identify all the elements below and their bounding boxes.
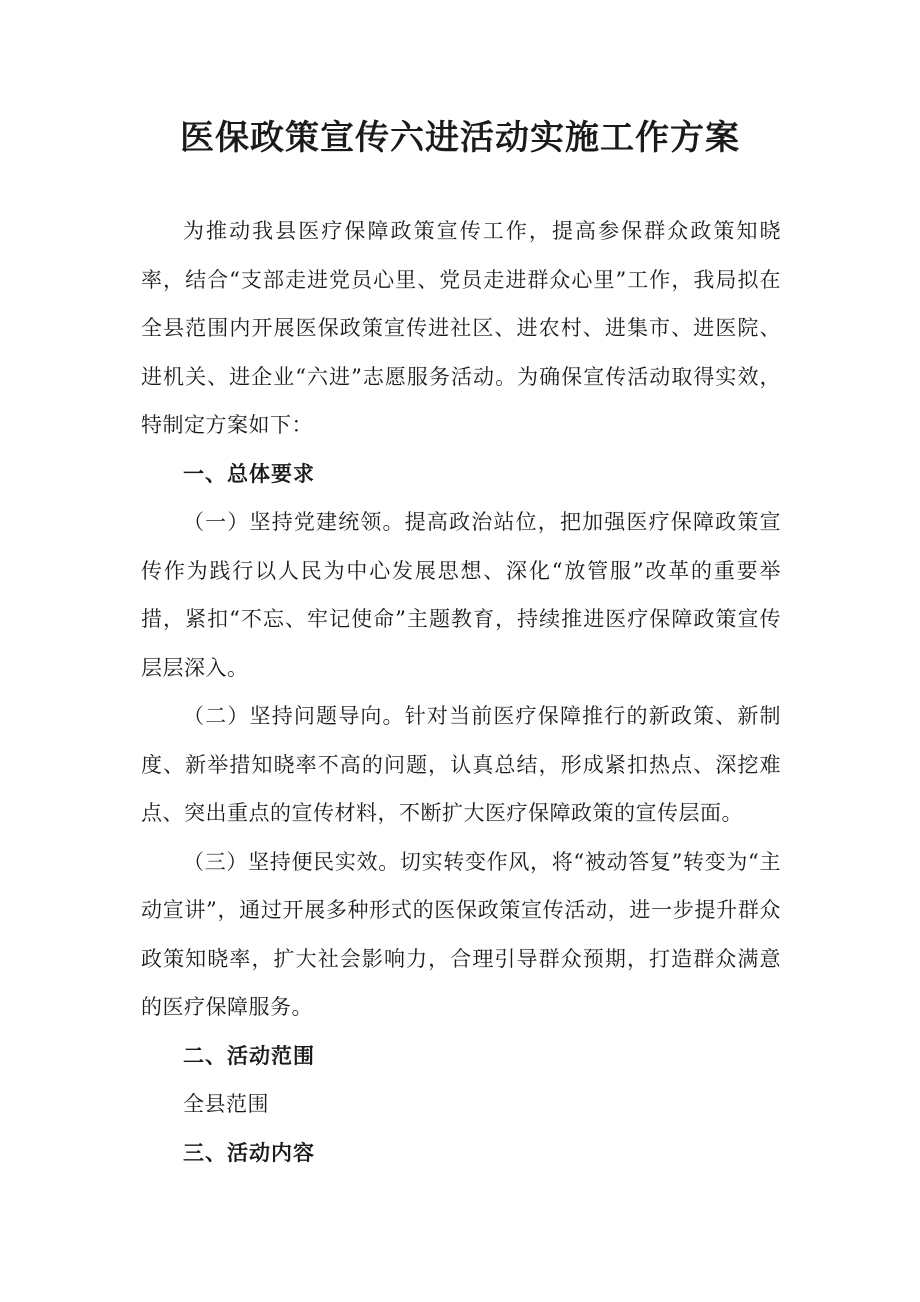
- requirement-item-3: （三）坚持便民实效。切实转变作风，将“被动答复”转变为“主动宣讲”，通过开展多种形式的医保政策宣传活动，进一步提升群众政策知晓率，扩大社会影响力，合理引导群众预期，打造群众满意的医疗保障服务。: [141, 849, 781, 1019]
- section-heading-general-requirements: 一、总体要求: [183, 460, 315, 486]
- document-title: 医保政策宣传六进活动实施工作方案: [180, 118, 740, 158]
- requirement-item-1: （一）坚持党建统领。提高政治站位，把加强医疗保障政策宣传作为践行以人民为中心发展思想、深化“放管服”改革的重要举措，紧扣“不忘、牢记使命”主题教育，持续推进医疗保障政策宣传层层深入。: [141, 510, 781, 680]
- section-heading-activity-scope: 二、活动范围: [183, 1042, 315, 1068]
- document-body: [141, 207, 781, 1177]
- activity-scope-text: 全县范围: [183, 1092, 269, 1116]
- intro-paragraph: 为推动我县医疗保障政策宣传工作，提高参保群众政策知晓率，结合“支部走进党员心里、党员走进群众心里”工作，我局拟在全县范围内开展医保政策宣传进社区、进农村、进集市、进医院、进机关、进企业“六进”志愿服务活动。为确保宣传活动取得实效，特制定方案如下：: [141, 219, 781, 437]
- section-heading-activity-content: 三、活动内容: [183, 1139, 315, 1165]
- requirement-item-2: （二）坚持问题导向。针对当前医疗保障推行的新政策、新制度、新举措知晓率不高的问题，认真总结，形成紧扣热点、深挖难点、突出重点的宣传材料，不断扩大医疗保障政策的宣传层面。: [141, 704, 781, 825]
